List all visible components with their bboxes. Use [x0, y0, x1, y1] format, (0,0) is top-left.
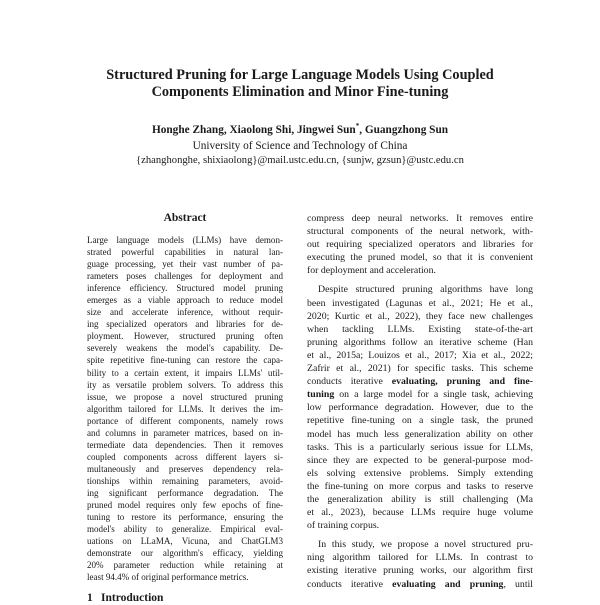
text-line: algorithm tailored for LLMs. It derives the im-	[87, 403, 283, 414]
corresponding-author-mark: *	[355, 122, 360, 131]
text-line: tionships within remaining parameters, avoid-	[87, 475, 283, 486]
text-line: since they are expected to be general-purpose mod-	[307, 454, 533, 466]
section-title: Introduction	[101, 592, 164, 604]
text-line: Large language models (LLMs) have demon-	[87, 235, 283, 245]
text-line: model's ability to generalize. Empirical eval-	[87, 524, 283, 535]
text-line: els solving extensive problems. Simply extending	[307, 467, 533, 479]
text-line: guage processing, yet their vast number of pa-	[87, 259, 283, 270]
text-line: existing iterative pruning works, our algorithm first	[307, 565, 533, 577]
text-line: pruned model requires only few epochs of fine-	[87, 500, 283, 511]
text-line: for deployment and acceleration.	[307, 265, 436, 277]
text-line: et al., 2015a; Louizos et al., 2017; Xia et al., 2022;	[307, 349, 533, 361]
text-line: tasks. This is a particularly serious issue for LLMs,	[307, 441, 533, 453]
text-line: ing specialized operators and libraries for de-	[87, 319, 283, 330]
affiliation: University of Science and Technology of China	[192, 140, 408, 152]
text-line: strated powerful capabilities in natural lan-	[87, 247, 283, 258]
text-line: demonstrate our algorithm's efficacy, yielding	[87, 548, 283, 559]
text-line: tuning on a large model for a single task, achieving	[307, 389, 533, 401]
text-line: tuning to restore its performance, ensuring the	[87, 512, 283, 523]
text-line: issue, we propose a novel structured pruning	[87, 391, 283, 402]
right-column-body	[307, 212, 533, 591]
text-line: repetitive fine-tuning on a single task, the pruned	[307, 415, 533, 427]
author-emails: {zhanghonghe, shixiaolong}@mail.ustc.edu.cn, {sunjw, gzsun}@ustc.edu.cn	[136, 155, 464, 166]
text-line: executing the pruned model, so that it is convenient	[307, 252, 533, 264]
text-line: In this study, we propose a novel structured pru-	[318, 539, 533, 551]
text-line: least 94.4% of original performance metrics.	[87, 572, 249, 583]
abstract-heading: Abstract	[163, 212, 207, 224]
paragraph-this-study	[307, 538, 533, 590]
text-line: portance of different components, namely rows	[87, 415, 283, 426]
text-line: of training corpus.	[307, 520, 380, 532]
bold-phrase: tuning	[307, 389, 335, 401]
bold-phrase: evaluating, pruning and fine-	[391, 376, 533, 388]
text-line: Zafrir et al., 2021) for specific tasks. This scheme	[307, 363, 533, 375]
text-line: 2020; Kurtic et al., 2022), they face new challenges	[307, 310, 533, 322]
text-line: 20% parameter reduction while retaining at	[87, 560, 283, 571]
text-line: ployment. However, structured pruning often	[87, 331, 283, 342]
section-heading-introduction	[87, 591, 283, 605]
text-line: pruning algorithms follow an iterative scheme (Han	[307, 336, 533, 348]
text-line: low performance degradation. However, due to the	[307, 402, 533, 414]
text-line: compress deep neural networks. It removes entire	[307, 213, 533, 224]
text-line: emerges as a viable approach to reduce model	[87, 295, 283, 306]
text-line: conducts iterative evaluating, pruning and fine-	[307, 376, 533, 388]
abstract-body	[87, 234, 283, 583]
text-line: severely weakens the model's capability. De-	[87, 343, 283, 354]
text-line: ning algorithm tailored for LLMs. In contrast to	[307, 552, 533, 564]
text-line: conducts iterative evaluating and pruning, until	[307, 578, 533, 590]
section-number: 1	[87, 592, 93, 604]
text-line: ing significant performance degradation. The	[87, 487, 283, 498]
paragraph-challenges	[307, 283, 533, 532]
text-line: the fine-tuning on more corpus and tasks to reserve	[307, 480, 533, 492]
text-line: spite repetitive fine-tuning can restore the capa-	[87, 355, 283, 366]
text-line: et al., 2023), because LLMs require huge volume	[307, 507, 533, 519]
text-line: been investigated (Lagunas et al., 2021; He et al.,	[307, 297, 533, 309]
text-line: model has much less generalization ability on other	[307, 428, 533, 440]
text-line: bility to a certain extent, it impairs LLMs' util-	[87, 367, 283, 378]
text-line: inference efficiency. Structured model pruning	[87, 283, 283, 294]
text-line: size and accelerate inference, without requir-	[87, 307, 283, 318]
author-list	[60, 124, 540, 137]
text-line: coupled components across different layers si-	[87, 451, 283, 462]
text-line: ity as versatile problem solvers. To address this	[87, 379, 283, 390]
text-line: structural components of the neural network, with-	[307, 226, 533, 238]
bold-phrase: evaluating and pruning	[392, 578, 504, 590]
text-line: out requiring specialized operators and libraries for	[307, 239, 533, 251]
text-line: multaneously and preserves dependency rela-	[87, 463, 283, 474]
paragraph-continued	[307, 212, 533, 277]
author-names: Honghe Zhang, Xiaolong Shi, Jingwei Sun	[151, 124, 356, 136]
title-line-1: Structured Pruning for Large Language Models Using Coupled	[106, 67, 494, 83]
title-line-2: Components Elimination and Minor Fine-tuning	[151, 84, 449, 100]
text-line: rameters poses challenges for deployment and	[87, 271, 283, 282]
text-line: uations on LLaMA, Vicuna, and ChatGLM3	[87, 536, 283, 547]
paper-title	[80, 67, 520, 101]
author-names-tail: , Guangzhong Sun	[359, 124, 449, 136]
text-line: and columns in parameter matrices, based on in-	[87, 427, 283, 438]
text-line: termediate data dependencies. Then it removes	[87, 439, 283, 450]
text-line: Despite structured pruning algorithms have long	[318, 284, 533, 296]
text-line: the generalization ability is still challenging (Ma	[307, 493, 533, 505]
text-line: when tackling LLMs. Existing state-of-the-art	[307, 323, 533, 335]
